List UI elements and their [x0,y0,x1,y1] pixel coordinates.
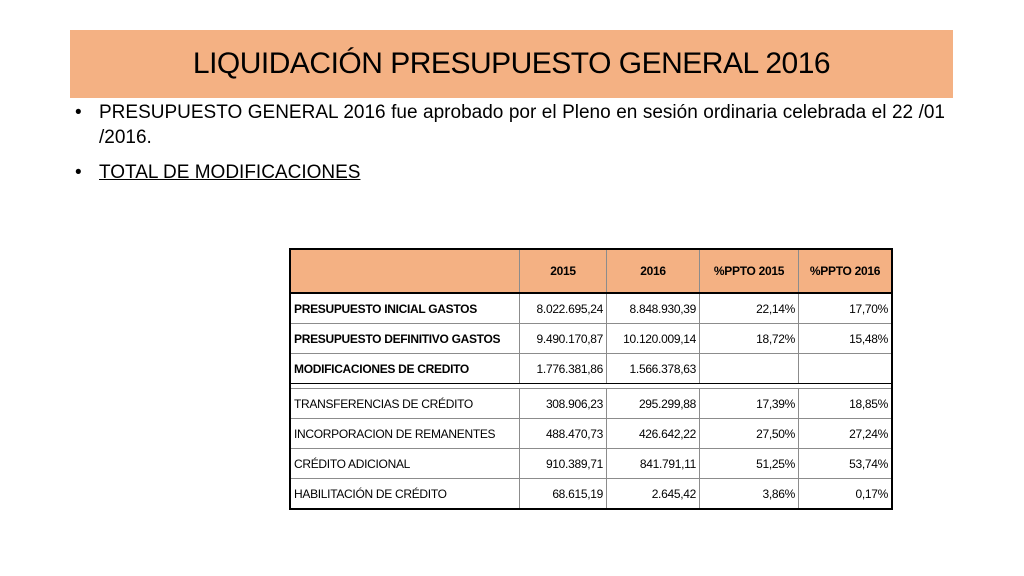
table-row [290,419,892,449]
header-cell [290,249,520,293]
title-bar [70,30,953,98]
table-row [290,449,892,479]
row-label: MODIFICACIONES DE CREDITO [290,354,520,384]
cell-pct-2015: 22,14% [700,293,799,324]
row-label: TRANSFERENCIAS DE CRÉDITO [290,389,520,419]
cell-2016: 1.566.378,63 [607,354,700,384]
bullet-item [75,160,945,185]
cell-pct-2015: 18,72% [700,324,799,354]
table-row [290,354,892,384]
cell-pct-2016: 53,74% [799,449,893,479]
header-cell: 2015 [520,249,607,293]
table-row [290,324,892,354]
cell-pct-2015 [700,354,799,384]
cell-2015: 910.389,71 [520,449,607,479]
header-cell: %PPTO 2016 [799,249,893,293]
cell-pct-2016: 17,70% [799,293,893,324]
bullet-list [75,100,945,195]
header-cell: 2016 [607,249,700,293]
bullet-text-approval: PRESUPUESTO GENERAL 2016 fue aprobado por el Pleno en sesión ordinaria celebrada el 22 /01 /2016. [99,102,945,148]
header-cell: %PPTO 2015 [700,249,799,293]
cell-2015: 8.022.695,24 [520,293,607,324]
cell-2016: 2.645,42 [607,479,700,510]
cell-pct-2015: 17,39% [700,389,799,419]
cell-pct-2016 [799,354,893,384]
cell-pct-2015: 27,50% [700,419,799,449]
cell-2015: 488.470,73 [520,419,607,449]
row-label: INCORPORACION DE REMANENTES [290,419,520,449]
cell-2016: 426.642,22 [607,419,700,449]
row-label: HABILITACIÓN DE CRÉDITO [290,479,520,510]
cell-2015: 9.490.170,87 [520,324,607,354]
cell-pct-2016: 27,24% [799,419,893,449]
row-label: CRÉDITO ADICIONAL [290,449,520,479]
cell-2016: 295.299,88 [607,389,700,419]
row-label: PRESUPUESTO DEFINITIVO GASTOS [290,324,520,354]
cell-2015: 308.906,23 [520,389,607,419]
table-row [290,389,892,419]
bullet-icon: • [75,102,82,123]
budget-table [289,248,893,510]
table-header-row [290,249,892,293]
bullet-text-modifications: TOTAL DE MODIFICACIONES [99,162,361,183]
table-row [290,293,892,324]
cell-pct-2015: 3,86% [700,479,799,510]
cell-2016: 841.791,11 [607,449,700,479]
slide-title: LIQUIDACIÓN PRESUPUESTO GENERAL 2016 [192,47,831,80]
cell-pct-2015: 51,25% [700,449,799,479]
cell-2015: 68.615,19 [520,479,607,510]
bullet-item [75,100,945,150]
cell-pct-2016: 15,48% [799,324,893,354]
cell-2015: 1.776.381,86 [520,354,607,384]
cell-2016: 10.120.009,14 [607,324,700,354]
cell-pct-2016: 0,17% [799,479,893,510]
bullet-icon: • [75,162,82,183]
cell-pct-2016: 18,85% [799,389,893,419]
table-row [290,479,892,510]
row-label: PRESUPUESTO INICIAL GASTOS [290,293,520,324]
cell-2016: 8.848.930,39 [607,293,700,324]
